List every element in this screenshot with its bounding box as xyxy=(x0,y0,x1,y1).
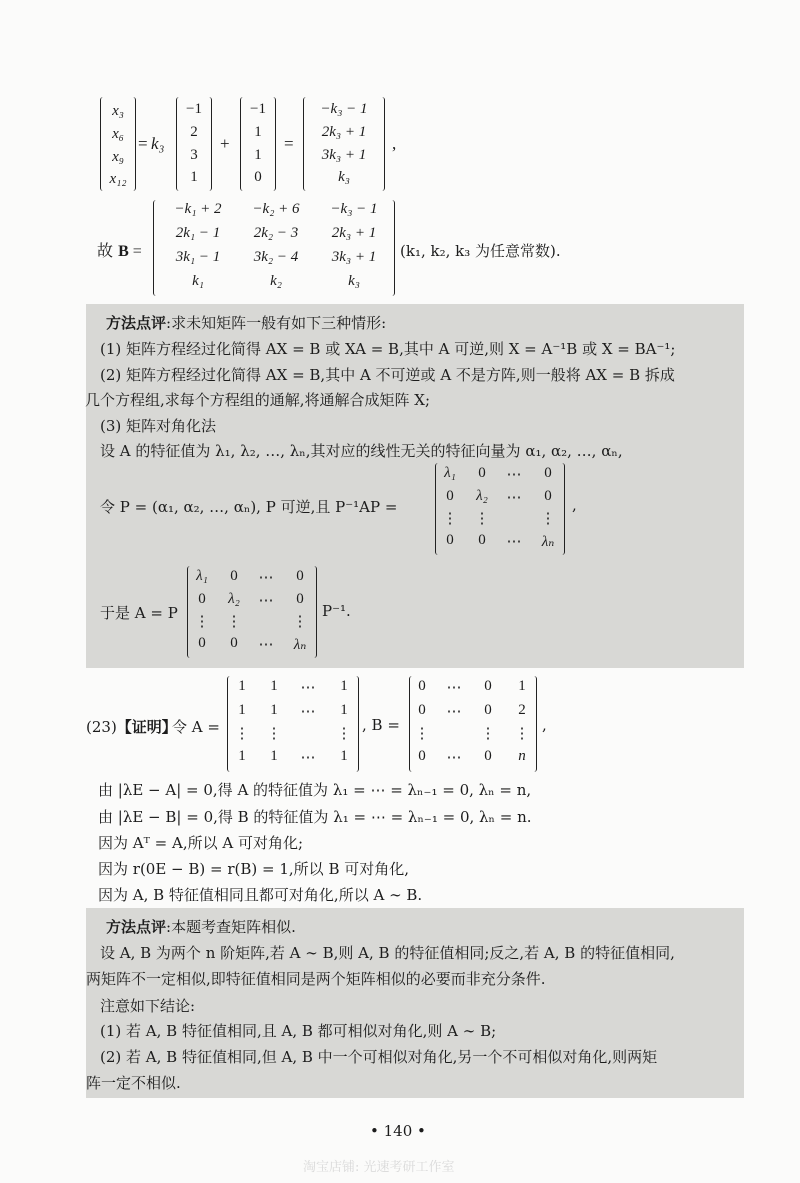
b-prefix: 故 xyxy=(97,241,119,260)
proof-b-label: , B = xyxy=(362,716,400,734)
bm-cell: ⋯ xyxy=(446,680,462,696)
b-cell: k₁ xyxy=(192,273,204,289)
bm-cell: 0 xyxy=(418,748,426,764)
diag1-cell: 0 xyxy=(446,532,454,548)
equals-1: = xyxy=(138,134,148,153)
equals-2: = xyxy=(284,134,294,153)
vec2-2: 1 xyxy=(254,147,262,163)
vec1-1: 2 xyxy=(190,124,198,140)
diag1-cell: 0 xyxy=(544,488,552,504)
diag2-cell: ⋯ xyxy=(258,637,274,653)
b-cell: 3k₃ + 1 xyxy=(331,249,377,265)
vec2-3: 0 xyxy=(254,169,262,185)
diag2-cell: 0 xyxy=(296,568,304,584)
matrix-a xyxy=(227,676,359,772)
box1-p-line: 令 P = (α₁, α₂, …, αₙ), P 可逆,且 P⁻¹AP = xyxy=(100,498,398,516)
b-cell: 3k₂ − 4 xyxy=(253,249,299,265)
box1-heading: 方法点评 xyxy=(106,314,167,332)
diag1-cell: λ₂ xyxy=(476,488,488,504)
box2-p1b: 两矩阵不一定相似,即特征值相同是两个矩阵相似的必要而非充分条件. xyxy=(86,970,546,988)
diag1-cell: λ₁ xyxy=(444,465,456,481)
b-cell: k₃ xyxy=(348,273,360,289)
diag1-cell: ⋮ xyxy=(540,511,556,527)
diag2-cell: λ₁ xyxy=(196,568,208,584)
diag-matrix-1 xyxy=(435,463,565,555)
vec1-3: 1 xyxy=(190,169,198,185)
a-cell: ⋮ xyxy=(266,726,282,742)
vec1-0: −1 xyxy=(186,101,202,117)
diag1-cell: ⋮ xyxy=(442,511,458,527)
a-cell: 1 xyxy=(270,678,278,694)
bm-cell: ⋯ xyxy=(446,750,462,766)
vector-3 xyxy=(303,97,385,191)
vec2-0: −1 xyxy=(250,101,266,117)
a-cell: 1 xyxy=(340,678,348,694)
diag1-cell: λₙ xyxy=(541,534,555,550)
diag1-cell: ⋯ xyxy=(506,534,522,550)
plus: + xyxy=(220,134,230,153)
page-number: • 140 • xyxy=(370,1122,426,1140)
bm-cell: ⋯ xyxy=(446,704,462,720)
b-cell: 2k₁ − 1 xyxy=(175,225,221,241)
diag1-cell: ⋯ xyxy=(506,467,522,483)
watermark: 淘宝店铺: 光速考研工作室 xyxy=(303,1160,455,1175)
bm-cell: n xyxy=(518,748,526,764)
coef-k3: k₃ xyxy=(151,134,165,153)
proof-end-comma: , xyxy=(542,716,547,734)
matrix-b xyxy=(409,676,537,772)
a-cell: ⋯ xyxy=(300,750,316,766)
diag1-cell: 0 xyxy=(478,465,486,481)
box2-c2a: (2) 若 A, B 特征值相同,但 A, B 中一个可相似对角化,另一个不可相似对角化,则两矩 xyxy=(100,1048,658,1066)
diag-matrix-2 xyxy=(187,566,317,658)
a-cell: 1 xyxy=(340,748,348,764)
a-cell: 1 xyxy=(238,702,246,718)
bm-cell: ⋮ xyxy=(514,726,530,742)
proof-line-1: 由 |λE − A| = 0,得 A 的特征值为 λ₁ = ⋯ = λₙ₋₁ = 0, λₙ = n, xyxy=(98,781,532,799)
bm-cell: 0 xyxy=(418,702,426,718)
a-cell: 1 xyxy=(238,678,246,694)
box1-item3: (3) 矩阵对角化法 xyxy=(100,417,217,435)
box2-c2b: 阵一定不相似. xyxy=(86,1074,181,1092)
box2-note: 注意如下结论: xyxy=(100,997,196,1015)
diag2-cell: λ₂ xyxy=(228,591,240,607)
box1-a-suffix: P⁻¹. xyxy=(322,602,351,620)
box2-heading: 方法点评 xyxy=(106,918,167,936)
b-cell: −k₃ − 1 xyxy=(330,201,378,217)
vector-1 xyxy=(176,97,212,191)
proof-label: (23) xyxy=(86,718,117,736)
diag1-cell: 0 xyxy=(446,488,454,504)
bm-cell: 0 xyxy=(484,748,492,764)
diag2-cell: λₙ xyxy=(293,637,307,653)
box1-item2b: 几个方程组,求每个方程组的通解,将通解合成矩阵 X; xyxy=(85,391,431,409)
a-cell: 1 xyxy=(238,748,246,764)
proof-line-4: 因为 r(0E − B) = r(B) = 1,所以 B 可对角化, xyxy=(98,860,410,878)
a-cell: ⋯ xyxy=(300,704,316,720)
vec3-3: k₃ xyxy=(338,169,350,185)
vec3-2: 3k₃ + 1 xyxy=(321,147,367,163)
bm-cell: 0 xyxy=(484,678,492,694)
bm-cell: 2 xyxy=(518,702,526,718)
box1-item1: (1) 矩阵方程经过化简得 AX = B 或 XA = B,其中 A 可逆,则 X = A⁻¹B 或 X = BA⁻¹; xyxy=(100,340,676,358)
b-cell: 3k₁ − 1 xyxy=(175,249,221,265)
a-cell: 1 xyxy=(270,702,278,718)
vec-x-3: x₁₂ xyxy=(109,171,127,187)
diag1-cell: 0 xyxy=(544,465,552,481)
bm-cell: 1 xyxy=(518,678,526,694)
vec-x-2: x₉ xyxy=(112,149,124,165)
box1-eig-line: 设 A 的特征值为 λ₁, λ₂, …, λₙ,其对应的线性无关的特征向量为 α₁, α₂, …, αₙ, xyxy=(100,442,623,460)
box1-p-comma: , xyxy=(572,496,577,514)
diag2-cell: 0 xyxy=(296,591,304,607)
comma: , xyxy=(392,134,397,153)
box1-a-line: 于是 A = P xyxy=(100,604,178,622)
diag1-cell: 0 xyxy=(478,532,486,548)
a-cell: 1 xyxy=(270,748,278,764)
b-eq: = xyxy=(128,243,142,260)
proof-line-2: 由 |λE − B| = 0,得 B 的特征值为 λ₁ = ⋯ = λₙ₋₁ = 0, λₙ = n. xyxy=(98,808,532,826)
box2-p1a: 设 A, B 为两个 n 阶矩阵,若 A ∼ B,则 A, B 的特征值相同;反之,若 A, B 的特征值相同, xyxy=(100,944,675,962)
box2-c1: (1) 若 A, B 特征值相同,且 A, B 都可相似对角化,则 A ∼ B; xyxy=(100,1022,497,1040)
bm-cell: ⋮ xyxy=(414,726,430,742)
diag2-cell: ⋯ xyxy=(258,593,274,609)
b-cell: 2k₂ − 3 xyxy=(253,225,299,241)
bm-cell: 0 xyxy=(484,702,492,718)
vec3-1: 2k₃ + 1 xyxy=(321,124,367,140)
a-cell: 1 xyxy=(340,702,348,718)
vector-x xyxy=(100,97,136,191)
bm-cell: ⋮ xyxy=(480,726,496,742)
diag2-cell: ⋯ xyxy=(258,570,274,586)
diag2-cell: ⋮ xyxy=(194,614,210,630)
b-cell: −k₂ + 6 xyxy=(252,201,300,217)
b-cell: 2k₃ + 1 xyxy=(331,225,377,241)
vector-2 xyxy=(240,97,276,191)
proof-tag: 【证明】 xyxy=(116,718,177,736)
b-cell: k₂ xyxy=(270,273,282,289)
a-cell: ⋮ xyxy=(336,726,352,742)
b-matrix xyxy=(153,200,395,296)
vec2-1: 1 xyxy=(254,124,262,140)
a-cell: ⋮ xyxy=(234,726,250,742)
bm-cell: 0 xyxy=(418,678,426,694)
box1-item2a: (2) 矩阵方程经过化简得 AX = B,其中 A 不可逆或 A 不是方阵,则一般将 AX = B 拆成 xyxy=(100,366,675,384)
diag1-cell: ⋮ xyxy=(474,511,490,527)
vec-x-1: x₆ xyxy=(112,126,124,142)
diag2-cell: 0 xyxy=(198,635,206,651)
diag1-cell: ⋯ xyxy=(506,490,522,506)
proof-line-3: 因为 Aᵀ = A,所以 A 可对角化; xyxy=(98,834,304,852)
box1-heading-text: :求未知矩阵一般有如下三种情形: xyxy=(166,314,387,332)
a-cell: ⋯ xyxy=(300,680,316,696)
proof-let: 令 A = xyxy=(172,718,220,736)
b-cell: −k₁ + 2 xyxy=(174,201,222,217)
vec3-0: −k₃ − 1 xyxy=(320,101,368,117)
vec1-2: 3 xyxy=(190,147,198,163)
proof-line-5: 因为 A, B 特征值相同且都可对角化,所以 A ∼ B. xyxy=(98,886,423,904)
vec-x-0: x₃ xyxy=(112,103,124,119)
b-suffix: (k₁, k₂, k₃ 为任意常数). xyxy=(400,242,561,260)
diag2-cell: 0 xyxy=(230,635,238,651)
box2-heading-text: :本题考查矩阵相似. xyxy=(166,918,296,936)
diag2-cell: 0 xyxy=(198,591,206,607)
diag2-cell: ⋮ xyxy=(226,614,242,630)
diag2-cell: 0 xyxy=(230,568,238,584)
b-symbol: B xyxy=(118,243,129,260)
diag2-cell: ⋮ xyxy=(292,614,308,630)
